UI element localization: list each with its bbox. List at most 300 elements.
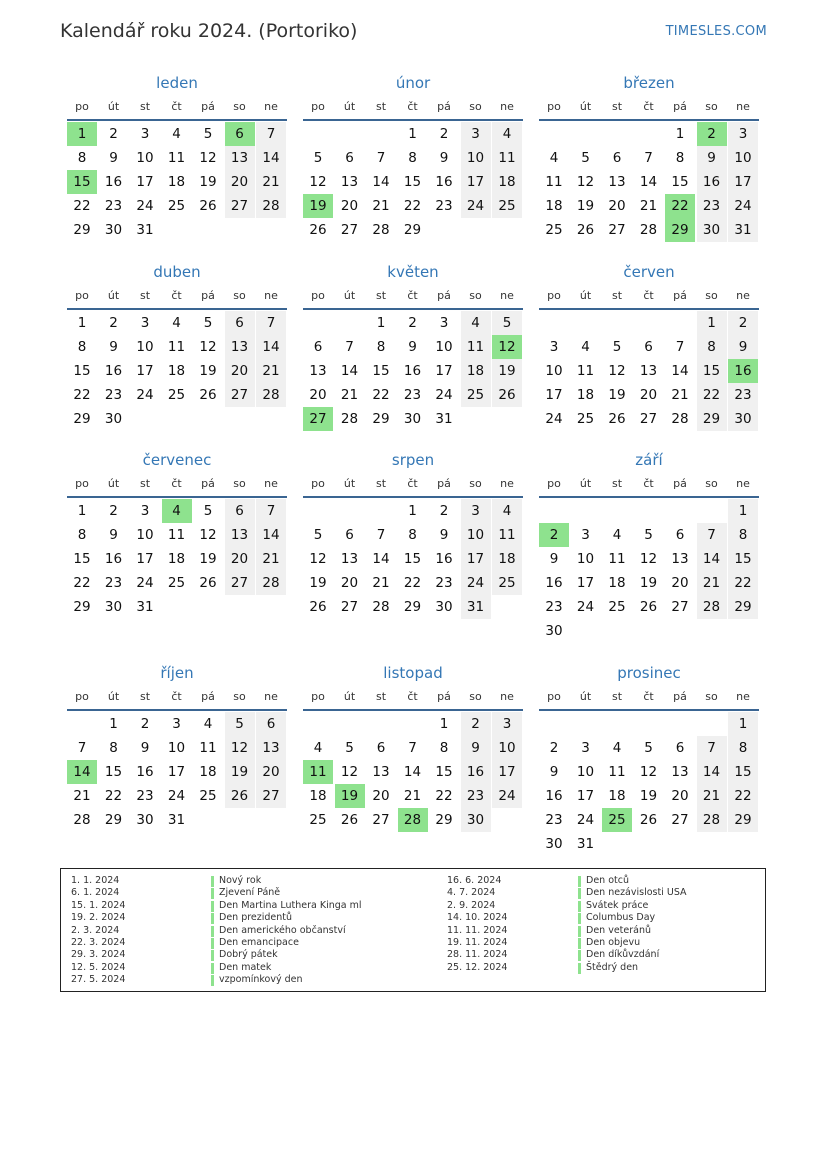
holiday-date: 11. 11. 2024 xyxy=(447,924,508,936)
day-cell: 13 xyxy=(639,363,658,379)
weekday-label: út xyxy=(343,477,356,490)
day-cell: 28 xyxy=(256,383,286,407)
day-cell: 16 xyxy=(435,551,453,567)
day-cell: 6 xyxy=(612,150,622,166)
day-cell: 29 xyxy=(728,595,758,619)
day-cell: 13 xyxy=(225,146,255,170)
day-cell: 1 xyxy=(376,315,386,331)
holiday-day-cell: 2 xyxy=(697,122,727,146)
day-cell: 8 xyxy=(77,527,87,543)
holiday-date: 14. 10. 2024 xyxy=(447,912,508,924)
day-cell: 24 xyxy=(136,575,154,591)
day-cell: 7 xyxy=(256,122,286,146)
day-cell: 21 xyxy=(403,788,422,804)
holiday-name: Den Martina Luthera Kinga ml xyxy=(219,899,362,911)
day-cell: 4 xyxy=(313,740,323,756)
day-cell: 25 xyxy=(167,575,186,591)
day-cell: 28 xyxy=(639,222,658,238)
month-name: červenec xyxy=(142,451,212,469)
day-cell: 7 xyxy=(376,150,386,166)
day-cell: 22 xyxy=(73,198,91,214)
day-cell: 18 xyxy=(492,170,522,194)
day-cell: 21 xyxy=(256,170,286,194)
month-name: červen xyxy=(623,263,675,281)
day-cell: 16 xyxy=(461,760,491,784)
day-cell: 15 xyxy=(372,363,390,379)
holiday-date: 22. 3. 2024 xyxy=(71,937,126,948)
day-cell: 7 xyxy=(675,339,685,355)
day-cell: 8 xyxy=(439,740,449,756)
holiday-color-marker xyxy=(211,938,214,949)
weekday-label: ne xyxy=(264,289,278,302)
day-cell: 9 xyxy=(439,527,449,543)
day-cell: 14 xyxy=(697,760,727,784)
day-cell: 26 xyxy=(639,812,658,828)
day-cell: 10 xyxy=(461,146,491,170)
day-cell: 30 xyxy=(104,222,123,238)
day-cell: 23 xyxy=(435,575,453,591)
day-cell: 16 xyxy=(435,174,453,190)
day-cell: 23 xyxy=(104,387,123,403)
day-cell: 8 xyxy=(697,335,727,359)
day-cell: 9 xyxy=(109,150,118,166)
day-cell: 28 xyxy=(340,411,359,427)
holiday-date: 2. 3. 2024 xyxy=(71,924,120,936)
day-cell: 3 xyxy=(461,122,491,146)
day-cell: 3 xyxy=(461,499,491,523)
holiday-name: Den veteránů xyxy=(586,924,652,936)
day-cell: 13 xyxy=(309,363,327,379)
day-cell: 8 xyxy=(675,150,685,166)
day-cell: 26 xyxy=(225,784,255,808)
day-cell: 7 xyxy=(256,499,286,523)
day-cell: 23 xyxy=(136,788,154,804)
day-cell: 6 xyxy=(376,740,386,756)
day-cell: 7 xyxy=(697,736,727,760)
day-cell: 7 xyxy=(644,150,653,166)
day-cell: 26 xyxy=(199,575,217,591)
day-cell: 4 xyxy=(549,150,559,166)
day-cell: 20 xyxy=(639,387,658,403)
day-cell: 10 xyxy=(167,740,186,756)
weekday-label: st xyxy=(139,477,151,490)
day-cell: 6 xyxy=(675,740,685,756)
site-brand-link[interactable]: TIMESLES.COM xyxy=(665,24,767,39)
month-name: únor xyxy=(395,74,431,92)
day-cell: 27 xyxy=(608,222,626,238)
day-cell: 31 xyxy=(576,836,595,852)
day-cell: 11 xyxy=(492,523,522,547)
weekday-label: po xyxy=(547,289,561,302)
day-cell: 16 xyxy=(104,174,123,190)
weekday-label: út xyxy=(579,100,592,113)
day-cell: 14 xyxy=(372,174,390,190)
weekday-label: so xyxy=(469,477,482,490)
month-name: prosinec xyxy=(617,664,681,682)
weekday-label: po xyxy=(311,289,325,302)
weekday-label: ne xyxy=(500,690,514,703)
holiday-name: Nový rok xyxy=(219,875,262,886)
day-cell: 3 xyxy=(581,527,590,543)
day-cell: 8 xyxy=(408,527,417,543)
day-cell: 25 xyxy=(167,387,186,403)
day-cell: 27 xyxy=(225,571,255,595)
day-cell: 11 xyxy=(461,335,491,359)
weekday-label: pá xyxy=(437,289,451,302)
weekday-label: út xyxy=(107,100,120,113)
weekday-label: čt xyxy=(407,289,418,302)
day-cell: 5 xyxy=(581,150,590,166)
day-cell: 17 xyxy=(136,174,154,190)
holiday-name: Svátek práce xyxy=(586,899,649,911)
day-cell: 18 xyxy=(492,547,522,571)
day-cell: 18 xyxy=(576,387,595,403)
day-cell: 17 xyxy=(728,170,758,194)
holiday-day-cell: 22 xyxy=(665,194,695,218)
weekday-label: čt xyxy=(643,289,654,302)
day-cell: 2 xyxy=(439,126,449,142)
holiday-color-marker xyxy=(211,950,214,961)
day-cell: 10 xyxy=(435,339,453,355)
day-cell: 6 xyxy=(225,499,255,523)
day-cell: 15 xyxy=(104,764,123,780)
day-cell: 10 xyxy=(136,527,154,543)
day-cell: 4 xyxy=(172,315,181,331)
day-cell: 14 xyxy=(372,551,390,567)
day-cell: 5 xyxy=(203,126,213,142)
holiday-color-marker xyxy=(578,926,581,937)
day-cell: 25 xyxy=(492,571,522,595)
day-cell: 17 xyxy=(576,575,595,591)
month-name: březen xyxy=(623,74,675,92)
holiday-color-marker xyxy=(211,901,214,912)
day-cell: 24 xyxy=(728,194,758,218)
day-cell: 10 xyxy=(136,339,154,355)
month-header-rule xyxy=(67,709,287,711)
month-header-rule xyxy=(303,308,523,310)
holiday-date: 4. 7. 2024 xyxy=(447,887,496,899)
day-cell: 17 xyxy=(435,363,453,379)
day-cell: 21 xyxy=(372,575,390,591)
day-cell: 14 xyxy=(256,335,286,359)
day-cell: 23 xyxy=(697,194,727,218)
day-cell: 2 xyxy=(408,315,417,331)
day-cell: 21 xyxy=(697,571,727,595)
day-cell: 29 xyxy=(403,222,422,238)
day-cell: 7 xyxy=(697,523,727,547)
day-cell: 8 xyxy=(376,339,386,355)
weekday-label: po xyxy=(311,100,325,113)
holiday-color-marker xyxy=(211,926,214,937)
day-cell: 24 xyxy=(461,194,491,218)
day-cell: 10 xyxy=(728,146,758,170)
day-cell: 19 xyxy=(639,788,658,804)
day-cell: 2 xyxy=(109,126,118,142)
day-cell: 31 xyxy=(136,599,154,615)
day-cell: 21 xyxy=(639,198,658,214)
weekday-label: so xyxy=(469,289,482,302)
day-cell: 11 xyxy=(492,146,522,170)
day-cell: 26 xyxy=(492,383,522,407)
holiday-date: 15. 1. 2024 xyxy=(71,899,126,911)
weekday-label: so xyxy=(469,690,482,703)
day-cell: 1 xyxy=(77,503,87,519)
day-cell: 3 xyxy=(581,740,590,756)
weekday-label: st xyxy=(375,100,387,113)
weekday-label: st xyxy=(611,289,623,302)
day-cell: 19 xyxy=(199,363,217,379)
day-cell: 31 xyxy=(435,411,453,427)
day-cell: 14 xyxy=(639,174,658,190)
day-cell: 12 xyxy=(309,551,327,567)
month-header-rule xyxy=(539,119,759,121)
day-cell: 27 xyxy=(225,194,255,218)
holiday-day-cell: 11 xyxy=(303,760,333,784)
day-cell: 24 xyxy=(545,411,563,427)
day-cell: 16 xyxy=(136,764,154,780)
day-cell: 8 xyxy=(408,150,417,166)
day-cell: 26 xyxy=(199,198,217,214)
day-cell: 10 xyxy=(136,150,154,166)
day-cell: 20 xyxy=(608,198,626,214)
day-cell: 10 xyxy=(545,363,563,379)
day-cell: 10 xyxy=(492,736,522,760)
day-cell: 6 xyxy=(345,150,354,166)
weekday-label: pá xyxy=(201,477,215,490)
holiday-color-marker xyxy=(578,913,581,924)
day-cell: 6 xyxy=(225,311,255,335)
day-cell: 22 xyxy=(403,575,422,591)
weekday-label: čt xyxy=(171,289,182,302)
day-cell: 24 xyxy=(461,571,491,595)
day-cell: 27 xyxy=(340,599,359,615)
day-cell: 1 xyxy=(109,716,118,732)
weekday-label: út xyxy=(107,690,120,703)
weekday-label: ne xyxy=(736,477,750,490)
weekday-label: čt xyxy=(407,690,418,703)
day-cell: 20 xyxy=(225,547,255,571)
day-cell: 22 xyxy=(697,383,727,407)
day-cell: 4 xyxy=(172,126,181,142)
day-cell: 23 xyxy=(545,812,563,828)
day-cell: 22 xyxy=(728,571,758,595)
weekday-label: so xyxy=(705,289,718,302)
holiday-name: vzpomínkový den xyxy=(219,974,303,986)
day-cell: 28 xyxy=(697,808,727,832)
day-cell: 27 xyxy=(671,599,689,615)
day-cell: 19 xyxy=(199,551,217,567)
holiday-name: Den amerického občanství xyxy=(219,924,346,936)
weekday-label: so xyxy=(233,477,246,490)
day-cell: 3 xyxy=(549,339,559,355)
day-cell: 8 xyxy=(77,150,87,166)
day-cell: 11 xyxy=(167,339,186,355)
day-cell: 21 xyxy=(73,788,91,804)
day-cell: 12 xyxy=(639,551,658,567)
day-cell: 16 xyxy=(104,363,123,379)
day-cell: 23 xyxy=(435,198,453,214)
holiday-name: Den nezávislosti USA xyxy=(586,887,687,899)
day-cell: 15 xyxy=(403,551,422,567)
holiday-color-marker xyxy=(211,963,214,974)
day-cell: 13 xyxy=(256,736,286,760)
day-cell: 27 xyxy=(372,812,390,828)
day-cell: 19 xyxy=(225,760,255,784)
day-cell: 17 xyxy=(492,760,522,784)
page-title: Kalendář roku 2024. (Portoriko) xyxy=(60,20,358,42)
weekday-label: so xyxy=(469,100,482,113)
day-cell: 4 xyxy=(612,740,622,756)
day-cell: 12 xyxy=(199,339,217,355)
day-cell: 24 xyxy=(167,788,186,804)
day-cell: 12 xyxy=(199,150,217,166)
day-cell: 30 xyxy=(136,812,154,828)
day-cell: 14 xyxy=(340,363,359,379)
day-cell: 4 xyxy=(612,527,622,543)
day-cell: 17 xyxy=(576,788,595,804)
holiday-legend xyxy=(60,868,766,992)
holiday-day-cell: 25 xyxy=(602,808,632,832)
day-cell: 26 xyxy=(199,387,217,403)
holiday-day-cell: 15 xyxy=(67,170,97,194)
day-cell: 24 xyxy=(435,387,453,403)
day-cell: 23 xyxy=(461,784,491,808)
day-cell: 12 xyxy=(225,736,255,760)
day-cell: 18 xyxy=(167,174,186,190)
month-name: srpen xyxy=(391,451,435,469)
day-cell: 18 xyxy=(608,575,626,591)
day-cell: 23 xyxy=(104,575,123,591)
day-cell: 15 xyxy=(435,764,453,780)
holiday-day-cell: 27 xyxy=(303,407,333,431)
day-cell: 2 xyxy=(140,716,150,732)
day-cell: 11 xyxy=(545,174,563,190)
day-cell: 21 xyxy=(340,387,359,403)
day-cell: 29 xyxy=(104,812,123,828)
day-cell: 30 xyxy=(545,836,563,852)
weekday-label: čt xyxy=(171,690,182,703)
weekday-label: po xyxy=(547,690,561,703)
weekday-label: st xyxy=(375,477,387,490)
day-cell: 26 xyxy=(309,599,327,615)
day-cell: 22 xyxy=(435,788,453,804)
holiday-day-cell: 19 xyxy=(335,784,365,808)
day-cell: 6 xyxy=(256,712,286,736)
day-cell: 12 xyxy=(576,174,595,190)
weekday-label: so xyxy=(233,100,246,113)
holiday-name: Dobrý pátek xyxy=(219,949,278,961)
day-cell: 18 xyxy=(167,551,186,567)
day-cell: 23 xyxy=(403,387,422,403)
day-cell: 12 xyxy=(608,363,626,379)
day-cell: 26 xyxy=(608,411,626,427)
day-cell: 28 xyxy=(256,571,286,595)
day-cell: 19 xyxy=(608,387,626,403)
day-cell: 13 xyxy=(608,174,626,190)
day-cell: 20 xyxy=(256,760,286,784)
weekday-label: st xyxy=(375,289,387,302)
day-cell: 24 xyxy=(136,198,154,214)
day-cell: 23 xyxy=(104,198,123,214)
day-cell: 24 xyxy=(136,387,154,403)
day-cell: 6 xyxy=(313,339,323,355)
day-cell: 10 xyxy=(576,551,595,567)
day-cell: 27 xyxy=(256,784,286,808)
weekday-label: pá xyxy=(201,690,215,703)
day-cell: 27 xyxy=(671,812,689,828)
day-cell: 28 xyxy=(256,194,286,218)
weekday-label: ne xyxy=(736,690,750,703)
day-cell: 7 xyxy=(256,311,286,335)
weekday-label: so xyxy=(705,477,718,490)
day-cell: 16 xyxy=(545,575,563,591)
holiday-color-marker xyxy=(211,975,214,986)
day-cell: 10 xyxy=(576,764,595,780)
day-cell: 1 xyxy=(675,126,685,142)
day-cell: 15 xyxy=(697,359,727,383)
day-cell: 22 xyxy=(104,788,123,804)
day-cell: 2 xyxy=(109,503,118,519)
weekday-label: st xyxy=(611,477,623,490)
day-cell: 16 xyxy=(403,363,422,379)
day-cell: 30 xyxy=(545,623,563,639)
month-header-rule xyxy=(539,709,759,711)
holiday-day-cell: 4 xyxy=(162,499,192,523)
day-cell: 3 xyxy=(140,503,150,519)
day-cell: 1 xyxy=(408,126,417,142)
day-cell: 23 xyxy=(545,599,563,615)
day-cell: 17 xyxy=(136,363,154,379)
weekday-label: pá xyxy=(673,289,687,302)
day-cell: 5 xyxy=(203,315,213,331)
day-cell: 5 xyxy=(644,527,653,543)
day-cell: 30 xyxy=(461,808,491,832)
holiday-date: 6. 1. 2024 xyxy=(71,887,120,899)
day-cell: 20 xyxy=(225,170,255,194)
weekday-label: út xyxy=(107,477,120,490)
day-cell: 4 xyxy=(492,122,522,146)
month-name: květen xyxy=(387,263,439,281)
month-name: září xyxy=(635,451,663,469)
weekday-label: út xyxy=(579,289,592,302)
month-name: duben xyxy=(153,263,201,281)
day-cell: 14 xyxy=(256,523,286,547)
day-cell: 16 xyxy=(697,170,727,194)
day-cell: 28 xyxy=(73,812,91,828)
day-cell: 4 xyxy=(581,339,590,355)
day-cell: 9 xyxy=(408,339,417,355)
weekday-label: ne xyxy=(500,100,514,113)
day-cell: 20 xyxy=(340,198,359,214)
month-header-rule xyxy=(303,119,523,121)
day-cell: 19 xyxy=(576,198,595,214)
day-cell: 29 xyxy=(697,407,727,431)
holiday-date: 28. 11. 2024 xyxy=(447,949,508,961)
day-cell: 17 xyxy=(461,170,491,194)
weekday-label: pá xyxy=(201,100,215,113)
day-cell: 13 xyxy=(671,764,689,780)
day-cell: 31 xyxy=(461,595,491,619)
day-cell: 20 xyxy=(671,575,689,591)
holiday-date: 19. 2. 2024 xyxy=(71,912,126,924)
day-cell: 24 xyxy=(576,599,595,615)
day-cell: 8 xyxy=(728,523,758,547)
day-cell: 15 xyxy=(728,547,758,571)
day-cell: 11 xyxy=(608,764,626,780)
holiday-date: 2. 9. 2024 xyxy=(447,899,496,911)
weekday-label: pá xyxy=(673,690,687,703)
weekday-label: ne xyxy=(736,289,750,302)
